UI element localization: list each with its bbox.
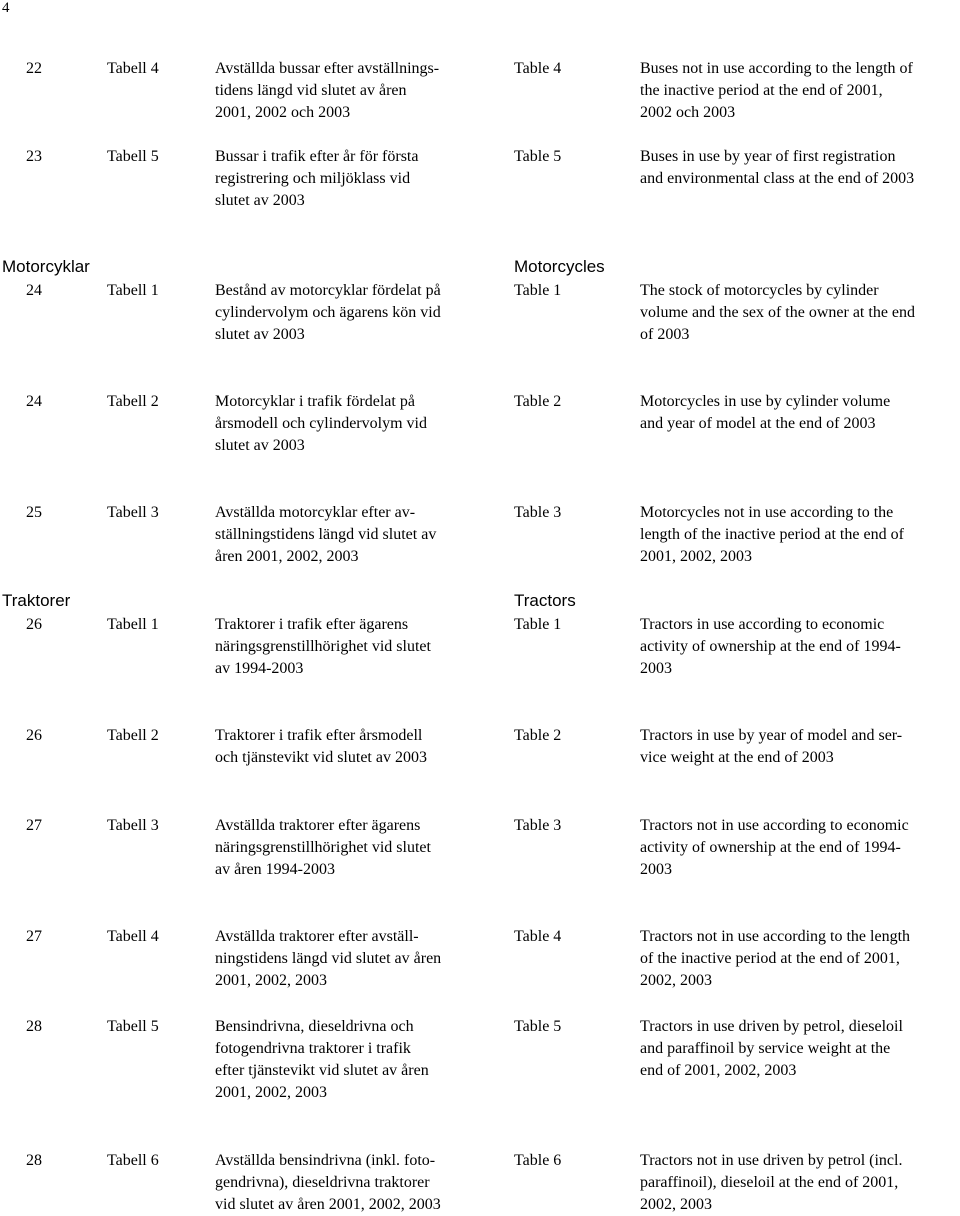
tabell-label: Tabell 5 (107, 1018, 159, 1035)
swedish-title (215, 146, 418, 212)
english-title-line: volume and the sex of the owner at the end (640, 304, 916, 321)
swedish-title (215, 58, 439, 124)
table-entry-row (0, 725, 960, 766)
swedish-title-line: Bussar i trafik efter år för första (215, 148, 419, 165)
table-label: Table 4 (514, 60, 562, 77)
swedish-title-line: gendrivna), dieseldrivna traktorer (215, 1174, 430, 1191)
swedish-title-line: Traktorer i trafik efter årsmodell (215, 727, 423, 744)
tabell-label: Tabell 4 (107, 928, 159, 945)
english-title-line: 2002, 2003 (640, 972, 712, 989)
english-title-line: Motorcycles not in use according to the (640, 504, 894, 521)
swedish-title-line: näringsgrenstillhörighet vid slutet (215, 839, 431, 856)
swedish-title-line: efter tjänstevikt vid slutet av åren (215, 1062, 429, 1079)
swedish-title (215, 280, 441, 346)
swedish-title-line: vid slutet av åren 2001, 2002, 2003 (215, 1196, 441, 1213)
section-header-en: Motorcycles (514, 257, 605, 276)
english-title (640, 614, 901, 680)
swedish-title-line: Avställda motorcyklar efter av- (215, 504, 416, 521)
tabell-label: Tabell 5 (107, 148, 159, 165)
entry-page-number: 24 (26, 282, 42, 299)
table-label: Table 6 (514, 1152, 562, 1169)
english-title-line: Buses not in use according to the length of (640, 60, 913, 77)
english-title (640, 725, 902, 769)
table-entry-row (0, 1016, 960, 1101)
english-title-line: 2003 (640, 861, 672, 878)
table-label: Table 5 (514, 148, 562, 165)
english-title-line: 2001, 2002, 2003 (640, 548, 752, 565)
english-title-line: the inactive period at the end of 2001, (640, 82, 883, 99)
table-entry-row (0, 1150, 960, 1213)
entry-page-number: 27 (26, 817, 42, 834)
swedish-title (215, 926, 441, 992)
swedish-title-line: åren 2001, 2002, 2003 (215, 548, 359, 565)
swedish-title-line: Avställda traktorer efter avställ- (215, 928, 419, 945)
swedish-title-line: ningstidens längd vid slutet av åren (215, 950, 442, 967)
tabell-label: Tabell 3 (107, 504, 159, 521)
tabell-label: Tabell 1 (107, 616, 159, 633)
entry-page-number: 28 (26, 1152, 42, 1169)
english-title-line: Tractors not in use driven by petrol (incl. (640, 1152, 903, 1169)
swedish-title-line: cylindervolym och ägarens kön vid (215, 304, 441, 321)
english-title-line: activity of ownership at the end of 1994- (640, 638, 901, 655)
english-title-line: 2002 och 2003 (640, 104, 736, 121)
table-label: Table 3 (514, 817, 562, 834)
swedish-title (215, 815, 431, 881)
english-title-line: 2002, 2003 (640, 1196, 712, 1213)
english-title (640, 815, 909, 881)
section-header-sv: Traktorer (2, 591, 71, 610)
swedish-title-line: Avställda bussar efter avställnings- (215, 60, 440, 77)
english-title-line: of the inactive period at the end of 2001, (640, 950, 900, 967)
table-entry-row (0, 146, 960, 209)
table-entry-row (0, 391, 960, 454)
english-title (640, 391, 890, 435)
english-title-line: and year of model at the end of 2003 (640, 415, 876, 432)
table-label: Table 4 (514, 928, 562, 945)
entry-page-number: 26 (26, 727, 42, 744)
english-title (640, 502, 904, 568)
table-label: Table 1 (514, 282, 562, 299)
english-title-line: Tractors in use driven by petrol, dieseloil (640, 1018, 903, 1035)
section-header-sv: Motorcyklar (2, 257, 90, 276)
tabell-label: Tabell 4 (107, 60, 159, 77)
swedish-title-line: slutet av 2003 (215, 437, 305, 454)
english-title-line: of 2003 (640, 326, 690, 343)
tabell-label: Tabell 2 (107, 727, 159, 744)
entry-page-number: 22 (26, 60, 42, 77)
english-title-line: length of the inactive period at the end of (640, 526, 904, 543)
english-title-line: Tractors not in use according to the length (640, 928, 911, 945)
table-entry-row (0, 502, 960, 565)
table-entry-row (0, 815, 960, 878)
table-entry-row (0, 614, 960, 677)
entry-page-number: 28 (26, 1018, 42, 1035)
table-entry-row (0, 926, 960, 989)
entry-page-number: 23 (26, 148, 42, 165)
swedish-title-line: ställningstidens längd vid slutet av (215, 526, 437, 543)
entry-page-number: 25 (26, 504, 42, 521)
english-title-line: vice weight at the end of 2003 (640, 749, 834, 766)
swedish-title (215, 502, 436, 568)
swedish-title (215, 725, 427, 769)
tabell-label: Tabell 3 (107, 817, 159, 834)
swedish-title-line: Bestånd av motorcyklar fördelat på (215, 282, 441, 299)
table-label: Table 2 (514, 393, 562, 410)
swedish-title-line: årsmodell och cylindervolym vid (215, 415, 427, 432)
tabell-label: Tabell 1 (107, 282, 159, 299)
english-title-line: Motorcycles in use by cylinder volume (640, 393, 891, 410)
english-title-line: activity of ownership at the end of 1994- (640, 839, 901, 856)
swedish-title-line: av 1994-2003 (215, 660, 304, 677)
swedish-title (215, 614, 431, 680)
english-title-line: The stock of motorcycles by cylinder (640, 282, 879, 299)
swedish-title-line: 2001, 2002 och 2003 (215, 104, 351, 121)
english-title-line: Tractors in use according to economic (640, 616, 885, 633)
english-title (640, 58, 913, 124)
english-title (640, 1150, 902, 1216)
english-title (640, 926, 910, 992)
swedish-title-line: 2001, 2002, 2003 (215, 972, 327, 989)
table-entry-row (0, 58, 960, 121)
english-title (640, 1016, 903, 1082)
table-label: Table 1 (514, 616, 562, 633)
table-label: Table 3 (514, 504, 562, 521)
english-title-line: Tractors not in use according to economic (640, 817, 909, 834)
entry-page-number: 26 (26, 616, 42, 633)
table-entry-row (0, 280, 960, 343)
tabell-label: Tabell 2 (107, 393, 159, 410)
swedish-title (215, 1016, 429, 1104)
swedish-title-line: Bensindrivna, dieseldrivna och (215, 1018, 414, 1035)
swedish-title-line: Avställda traktorer efter ägarens (215, 817, 421, 834)
swedish-title-line: registrering och miljöklass vid (215, 170, 411, 187)
swedish-title-line: 2001, 2002, 2003 (215, 1084, 327, 1101)
english-title-line: and paraffinoil by service weight at the (640, 1040, 891, 1057)
english-title-line: end of 2001, 2002, 2003 (640, 1062, 797, 1079)
entry-page-number: 24 (26, 393, 42, 410)
english-title-line: paraffinoil), dieseloil at the end of 2001, (640, 1174, 899, 1191)
swedish-title-line: och tjänstevikt vid slutet av 2003 (215, 749, 427, 766)
english-title-line: Buses in use by year of first registration (640, 148, 896, 165)
english-title-line: Tractors in use by year of model and ser- (640, 727, 903, 744)
english-title (640, 280, 915, 346)
swedish-title-line: av åren 1994-2003 (215, 861, 335, 878)
section-header-en: Tractors (514, 591, 576, 610)
page-number: 4 (2, 0, 10, 16)
table-label: Table 2 (514, 727, 562, 744)
swedish-title-line: tidens längd vid slutet av åren (215, 82, 407, 99)
swedish-title-line: fotogendrivna traktorer i trafik (215, 1040, 411, 1057)
english-title-line: 2003 (640, 660, 672, 677)
swedish-title-line: näringsgrenstillhörighet vid slutet (215, 638, 431, 655)
english-title-line: and environmental class at the end of 2003 (640, 170, 915, 187)
swedish-title-line: Avställda bensindrivna (inkl. foto- (215, 1152, 436, 1169)
tabell-label: Tabell 6 (107, 1152, 159, 1169)
entry-page-number: 27 (26, 928, 42, 945)
swedish-title-line: Traktorer i trafik efter ägarens (215, 616, 409, 633)
swedish-title-line: Motorcyklar i trafik fördelat på (215, 393, 415, 410)
table-label: Table 5 (514, 1018, 562, 1035)
english-title (640, 146, 914, 190)
swedish-title (215, 391, 427, 457)
swedish-title-line: slutet av 2003 (215, 326, 305, 343)
swedish-title (215, 1150, 441, 1216)
swedish-title-line: slutet av 2003 (215, 192, 305, 209)
